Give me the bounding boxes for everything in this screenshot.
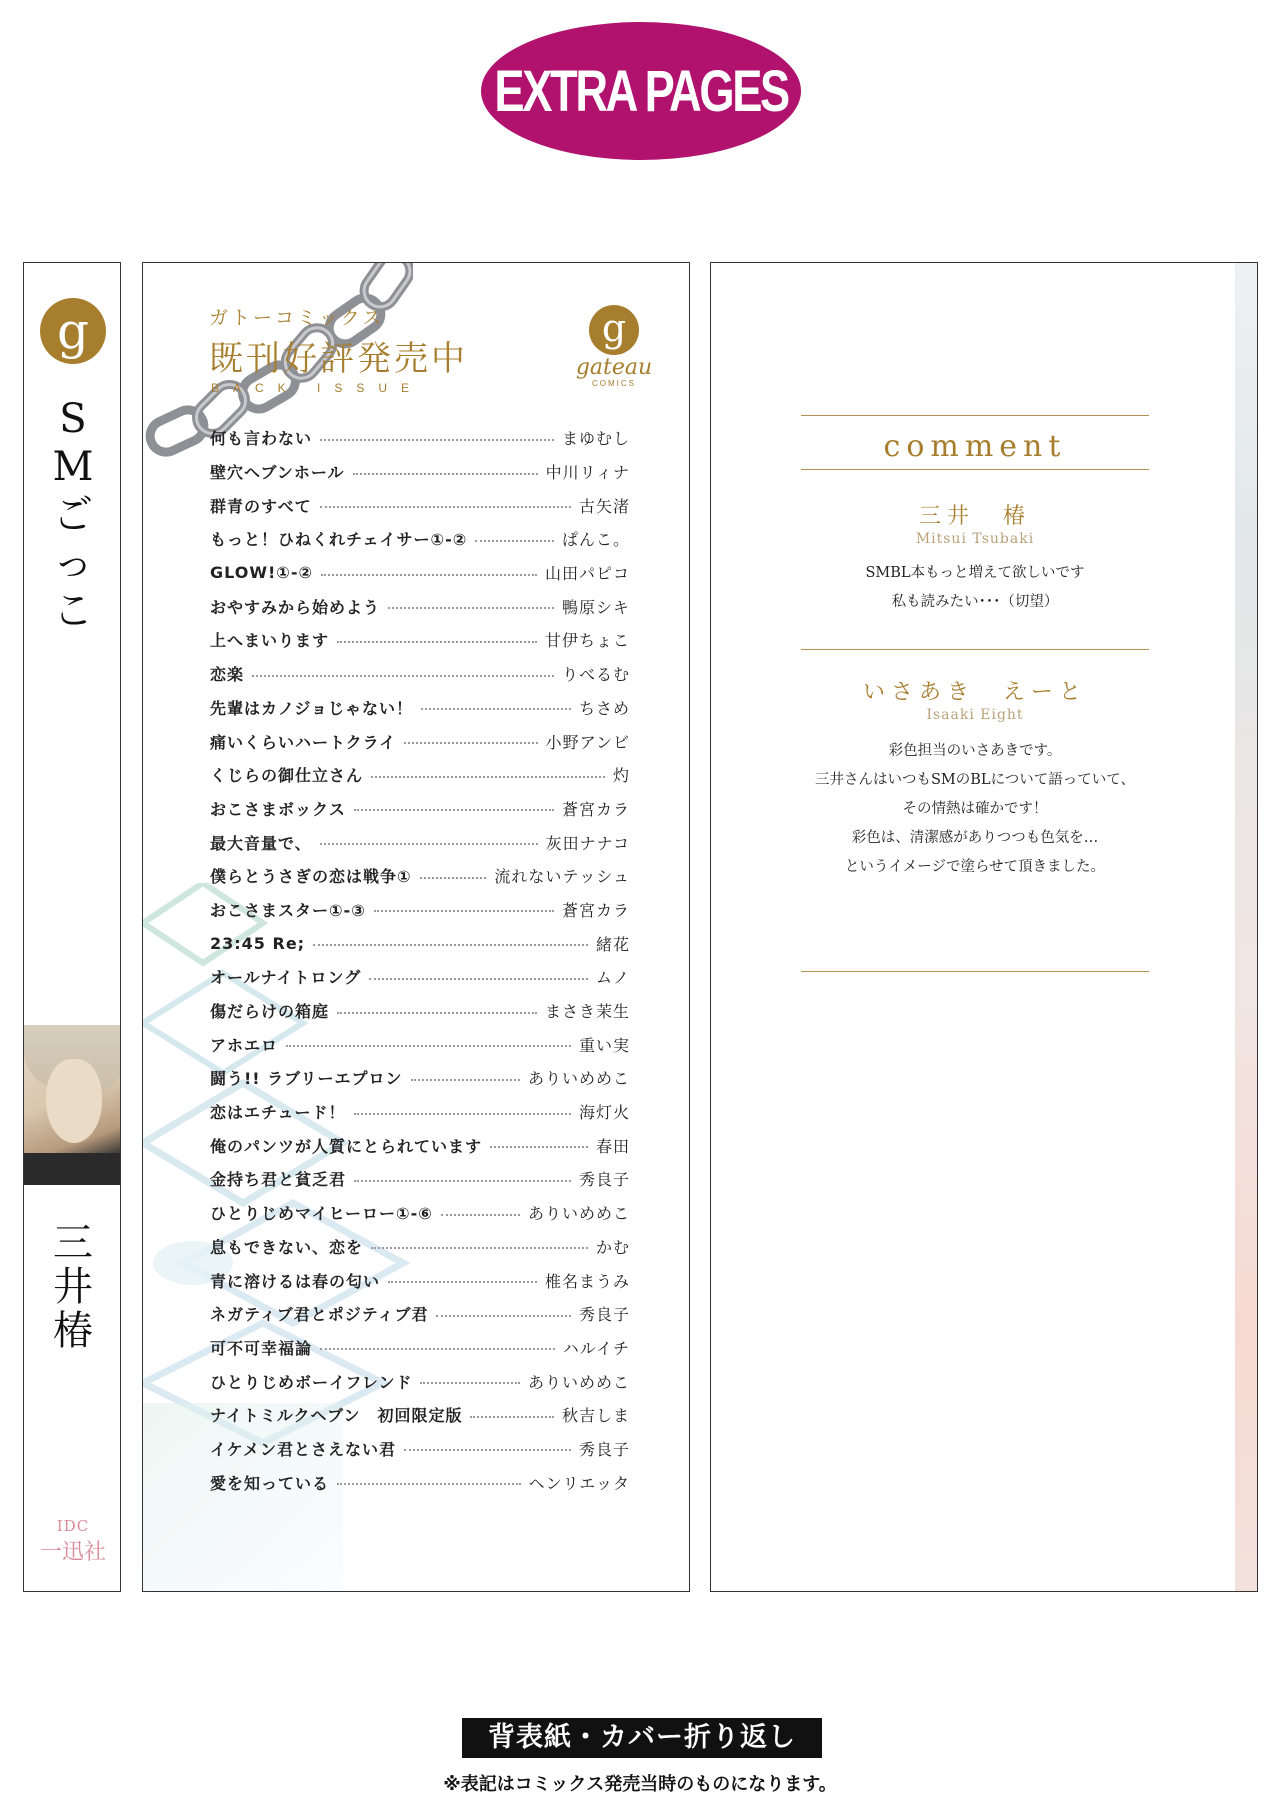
book-list-item xyxy=(210,893,630,927)
book-title: 闘う!! ラブリーエプロン xyxy=(210,1069,403,1089)
book-author: 中川リィナ xyxy=(545,463,630,483)
gateau-logo-sub: COMICS xyxy=(592,379,636,388)
book-author: 鴨原シキ xyxy=(561,597,630,617)
book-author: ハルイチ xyxy=(562,1338,630,1358)
book-list-item xyxy=(210,1432,630,1466)
book-list-item xyxy=(210,1398,630,1432)
book-author: 甘伊ちょこ xyxy=(544,631,630,651)
book-title: 上へまいります xyxy=(210,631,330,651)
divider xyxy=(801,415,1149,416)
book-title: もっと！ひねくれチェイサー①-② xyxy=(210,530,468,550)
book-list-item xyxy=(210,792,630,826)
book-title: 恋楽 xyxy=(210,665,245,685)
book-author: 流れないテッシュ xyxy=(494,867,630,887)
book-list-item xyxy=(210,1364,630,1398)
spine-title-char: っ xyxy=(53,540,93,586)
divider xyxy=(801,971,1149,972)
book-author: 春田 xyxy=(595,1136,630,1156)
book-title: 金持ち君と貧乏君 xyxy=(210,1170,347,1190)
book-list xyxy=(210,421,630,1499)
book-list-item xyxy=(210,960,630,994)
book-title: 先輩はカノジョじゃない！ xyxy=(210,698,414,718)
book-title: 僕らとうさぎの恋は戦争① xyxy=(210,867,412,887)
dot-leader xyxy=(337,1012,537,1014)
book-author: ぱんこ。 xyxy=(561,530,630,550)
dot-leader xyxy=(420,1382,520,1384)
book-author: 山田パピコ xyxy=(544,564,630,584)
book-author: ありいめめこ xyxy=(527,1204,630,1224)
dot-leader xyxy=(313,944,588,946)
spine-title-char: S xyxy=(59,396,87,442)
book-title: オールナイトロング xyxy=(210,968,362,988)
comment-heading: comment xyxy=(883,429,1067,464)
extra-pages-badge xyxy=(481,22,801,160)
footer-note: ※表記はコミックス発売当時のものになります。 xyxy=(443,1774,837,1795)
book-author: ムノ xyxy=(595,968,630,988)
spine-title-char: M xyxy=(52,444,94,490)
book-author: 秋吉しま xyxy=(561,1406,630,1426)
cover-edge-art xyxy=(1235,263,1257,1592)
book-list-item xyxy=(210,1297,630,1331)
book-author: 蒼宮カラ xyxy=(561,799,630,819)
book-author: 秀良子 xyxy=(578,1305,630,1325)
book-author: かむ xyxy=(595,1237,630,1257)
extra-pages-label: EXTRA PAGES xyxy=(494,58,788,124)
book-list-item xyxy=(210,1196,630,1230)
author-romaji: Isaaki Eight xyxy=(926,707,1024,723)
book-list-item xyxy=(210,859,630,893)
dot-leader xyxy=(252,675,554,677)
dot-leader xyxy=(321,574,537,576)
dot-leader xyxy=(337,1483,521,1485)
gateau-logo-icon: g xyxy=(40,298,106,364)
book-list-item xyxy=(210,724,630,758)
book-title: GLOW!①-② xyxy=(210,563,314,583)
book-title: おこさまボックス xyxy=(210,799,346,819)
book-title: ナイトミルクヘブン 初回限定版 xyxy=(210,1406,463,1426)
dot-leader xyxy=(404,1449,571,1451)
book-title: 息もできない、恋を xyxy=(210,1237,364,1257)
book-list-item xyxy=(210,1331,630,1365)
author-name: いさあき えーと xyxy=(862,680,1087,705)
book-list-item xyxy=(210,1027,630,1061)
dot-leader xyxy=(369,978,588,980)
dot-leader xyxy=(475,540,554,542)
book-author: 椎名まうみ xyxy=(544,1271,630,1291)
book-title: ひとりじめマイヒーロー①-⑥ xyxy=(210,1204,433,1224)
book-list-item xyxy=(210,1061,630,1095)
spine-title-char: こ xyxy=(53,588,93,634)
comment-text: SMBL本もっと増えて欲しいです 私も読みたい･･･（切望） xyxy=(865,565,1085,610)
book-title: 俺のパンツが人質にとられています xyxy=(210,1136,483,1156)
dot-leader xyxy=(374,910,554,912)
dot-leader xyxy=(354,1180,571,1182)
author-name: 三井 椿 xyxy=(918,504,1031,529)
book-author: 緒花 xyxy=(595,934,630,954)
dot-leader xyxy=(371,1247,588,1249)
book-list-item xyxy=(210,758,630,792)
dot-leader xyxy=(388,607,554,609)
dot-leader xyxy=(470,1416,554,1418)
divider xyxy=(801,649,1149,650)
book-author: 重い実 xyxy=(578,1035,630,1055)
dot-leader xyxy=(421,708,571,710)
book-author: ちさめ xyxy=(578,698,630,718)
book-author: 秀良子 xyxy=(578,1170,630,1190)
book-list-item xyxy=(210,1128,630,1162)
back-issue-title: 既刊好評発売中 xyxy=(209,339,468,379)
dot-leader xyxy=(388,1281,537,1283)
spine-character-portrait xyxy=(24,1025,121,1185)
dot-leader xyxy=(337,641,537,643)
book-title: 群青のすべて xyxy=(210,496,312,516)
book-author: 秀良子 xyxy=(578,1439,630,1459)
book-list-item xyxy=(210,994,630,1028)
spine-author xyxy=(24,1221,121,1353)
spine-publisher xyxy=(24,1517,121,1566)
book-author: 海灯火 xyxy=(578,1103,630,1123)
book-title: 可不可幸福論 xyxy=(210,1338,313,1358)
book-author: 灰田ナナコ xyxy=(545,833,630,853)
dot-leader xyxy=(411,1079,520,1081)
book-title: ネガティブ君とポジティブ君 xyxy=(210,1305,429,1325)
book-list-item xyxy=(210,1095,630,1129)
gateau-comics-logo xyxy=(573,305,655,388)
dot-leader xyxy=(490,1146,588,1148)
dot-leader xyxy=(354,809,554,811)
book-title: 愛を知っている xyxy=(210,1473,330,1493)
gateau-logo-word: gateau xyxy=(575,355,653,380)
book-author: 蒼宮カラ xyxy=(561,900,630,920)
dot-leader xyxy=(441,1214,520,1216)
book-list-item xyxy=(210,1263,630,1297)
footer-label: 背表紙・カバー折り返し xyxy=(462,1718,822,1758)
series-name: ガトーコミックス xyxy=(209,307,385,329)
book-list-item xyxy=(210,522,630,556)
book-title: ひとりじめボーイフレンド xyxy=(210,1372,413,1392)
book-title: アホエロ xyxy=(210,1035,279,1055)
dot-leader xyxy=(320,843,538,845)
comment-panel xyxy=(710,262,1258,1592)
book-list-item xyxy=(210,421,630,455)
divider xyxy=(801,469,1149,470)
book-title: 23:45 Re; xyxy=(210,933,306,953)
gateau-logo-icon: g xyxy=(589,305,639,355)
book-list-item xyxy=(210,691,630,725)
book-author: まゆむし xyxy=(561,429,630,449)
dot-leader xyxy=(353,473,538,475)
dot-leader xyxy=(371,776,605,778)
dot-leader xyxy=(420,877,487,879)
book-list-item xyxy=(210,825,630,859)
book-title: イケメン君とさえない君 xyxy=(210,1439,397,1459)
book-title: 青に溶けるは春の匂い xyxy=(210,1271,381,1291)
book-title: おやすみから始めよう xyxy=(210,597,381,617)
book-author: 灼 xyxy=(612,766,630,786)
dot-leader xyxy=(354,1113,571,1115)
book-list-item xyxy=(210,455,630,489)
book-list-item xyxy=(210,926,630,960)
publisher-code: IDC xyxy=(56,1517,90,1535)
book-title: 痛いくらいハートクライ xyxy=(210,732,397,752)
book-title: 最大音量で、 xyxy=(210,833,312,853)
book-title: 何も言わない xyxy=(210,429,313,449)
book-title: くじらの御仕立さん xyxy=(210,766,364,786)
spine-title xyxy=(24,395,121,635)
book-author: 古矢渚 xyxy=(578,496,630,516)
book-author: まさき茉生 xyxy=(544,1002,630,1022)
dot-leader xyxy=(320,1348,555,1350)
book-author: 小野アンビ xyxy=(545,732,630,752)
spine-author-char: 椿 xyxy=(53,1308,93,1354)
book-title: 壁穴ヘブンホール xyxy=(210,463,345,483)
dot-leader xyxy=(320,439,554,441)
comment-text: 彩色担当のいさあきです。 三井さんはいつもSMのBLについて語っていて、 その情熱は確かです！ 彩色は、清潔感がありつつも色気を… というイメージで塗らせて頂きました。 xyxy=(815,743,1135,875)
spine-panel xyxy=(23,262,121,1592)
book-list-item xyxy=(210,1465,630,1499)
back-issue-panel xyxy=(142,262,690,1592)
book-title: 傷だらけの箱庭 xyxy=(210,1002,330,1022)
book-author: りべるむ xyxy=(561,665,630,685)
dot-leader xyxy=(436,1315,571,1317)
spine-author-char: 三 xyxy=(53,1220,93,1266)
book-list-item xyxy=(210,589,630,623)
book-list-item xyxy=(210,623,630,657)
book-author: ありいめめこ xyxy=(527,1372,630,1392)
author-romaji: Mitsui Tsubaki xyxy=(915,531,1035,547)
dot-leader xyxy=(286,1045,571,1047)
book-list-item xyxy=(210,556,630,590)
back-issue-subtitle: BACK ISSUE xyxy=(211,381,424,395)
dot-leader xyxy=(320,506,571,508)
dot-leader xyxy=(404,742,537,744)
book-author: ありいめめこ xyxy=(527,1069,630,1089)
book-list-item xyxy=(210,1162,630,1196)
spine-title-char: ご xyxy=(53,492,93,538)
book-list-item xyxy=(210,657,630,691)
book-list-item xyxy=(210,1230,630,1264)
book-list-item xyxy=(210,488,630,522)
book-title: 恋はエチュード！ xyxy=(210,1103,346,1123)
spine-author-char: 井 xyxy=(53,1264,93,1310)
book-title: おこさまスター①-③ xyxy=(210,900,366,920)
publisher-name: 一迅社 xyxy=(39,1540,106,1565)
book-author: ヘンリエッタ xyxy=(528,1473,630,1493)
